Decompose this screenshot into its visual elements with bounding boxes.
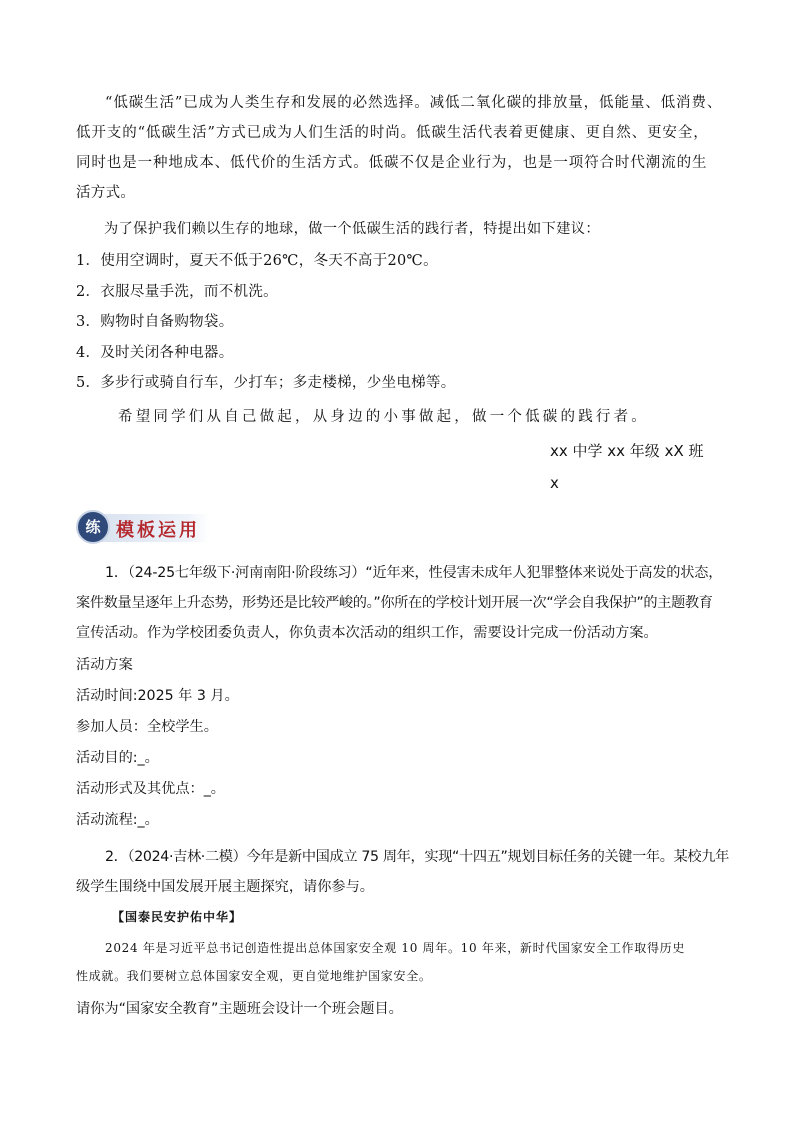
proposal-signature: xx 中学 xx 年级 xX 班 bbox=[550, 442, 704, 460]
question-2-line: 级学生围绕中国发展开展主题探究，请你参与。 bbox=[76, 879, 374, 895]
plan-time: 活动时间:2025 年 3 月。 bbox=[76, 688, 239, 704]
question-1-line: 案件数量呈逐年上升态势，形势还是比较严峻的。”你所在的学校计划开展一次“学会自我保护”的主题教育 bbox=[76, 595, 713, 611]
proposal-item: 3．购物时自备购物袋。 bbox=[76, 314, 234, 330]
proposal-signature-x: x bbox=[550, 474, 559, 492]
section-badge bbox=[76, 510, 210, 546]
proposal-item: 4．及时关闭各种电器。 bbox=[76, 344, 234, 361]
question-1-line: 1．（24-25七年级下·河南南阳·阶段练习）“近年来，性侵害未成年人犯罪整体来说处于高发的状态， bbox=[105, 565, 723, 581]
q2-material bbox=[76, 934, 726, 990]
question-1 bbox=[76, 558, 726, 648]
intro-paragraph bbox=[76, 88, 726, 208]
question-2 bbox=[76, 842, 729, 902]
plan-title: 活动方案 bbox=[76, 657, 133, 673]
proposal-item: 5．多步行或骑自行车，少打车；多走楼梯，少坐电梯等。 bbox=[76, 375, 456, 391]
activity-plan bbox=[76, 650, 726, 836]
practice-icon: 练 bbox=[76, 510, 110, 544]
proposal-lead: 为了保护我们赖以生存的地球，做一个低碳生活的践行者，特提出如下建议： bbox=[104, 221, 600, 237]
plan-goal: 活动目的:_。 bbox=[76, 750, 159, 766]
question-1-line: 宣传活动。作为学校团委负责人，你负责本次活动的组织工作，需要设计完成一份活动方案。 bbox=[76, 625, 658, 641]
q2-subheading: 【国泰民安护佑中华】 bbox=[112, 910, 243, 924]
plan-flow: 活动流程:_。 bbox=[76, 812, 159, 828]
intro-line: 活方式。 bbox=[76, 185, 136, 201]
q2-material-line: 2024 年是习近平总书记创造性提出总体国家安全观 10 周年。10 年来，新时代国家安全工作取得历史 bbox=[105, 941, 686, 955]
q2-material-line: 性成就。我们要树立总体国家安全观，更自觉地维护国家安全。 bbox=[76, 969, 432, 983]
intro-line: 同时也是一种地成本、低代价的生活方式。低碳不仅是企业行为，也是一项符合时代潮流的生 bbox=[76, 155, 708, 171]
question-2-line: 2．（2024·吉林·二模）今年是新中国成立 75 周年，实现“十四五”规划目标任务的关键一年。某校九年 bbox=[105, 849, 729, 865]
proposal-item: 1．使用空调时，夏天不低于26℃，冬天不高于20℃。 bbox=[76, 253, 438, 269]
section-title: 模板运用 bbox=[116, 520, 200, 541]
intro-line: “低碳生活”已成为人类生存和发展的必然选择。减低二氧化碳的排放量，低能量、低消费、 bbox=[105, 95, 723, 111]
proposal-closing: 希望同学们从自己做起，从身边的小事做起，做一个低碳的践行者。 bbox=[118, 409, 649, 425]
proposal-item: 2．衣服尽量手洗，而不机洗。 bbox=[76, 283, 278, 300]
plan-form: 活动形式及其优点：_。 bbox=[76, 781, 225, 797]
plan-people: 参加人员：全校学生。 bbox=[76, 719, 218, 735]
proposal-list bbox=[76, 246, 726, 399]
intro-line: 低开支的“低碳生活”方式已成为人们生活的时尚。低碳生活代表着更健康、更自然、更安全， bbox=[76, 125, 709, 141]
q2-task: 请你为“国家安全教育”主题班会设计一个班会题目。 bbox=[76, 1001, 403, 1017]
